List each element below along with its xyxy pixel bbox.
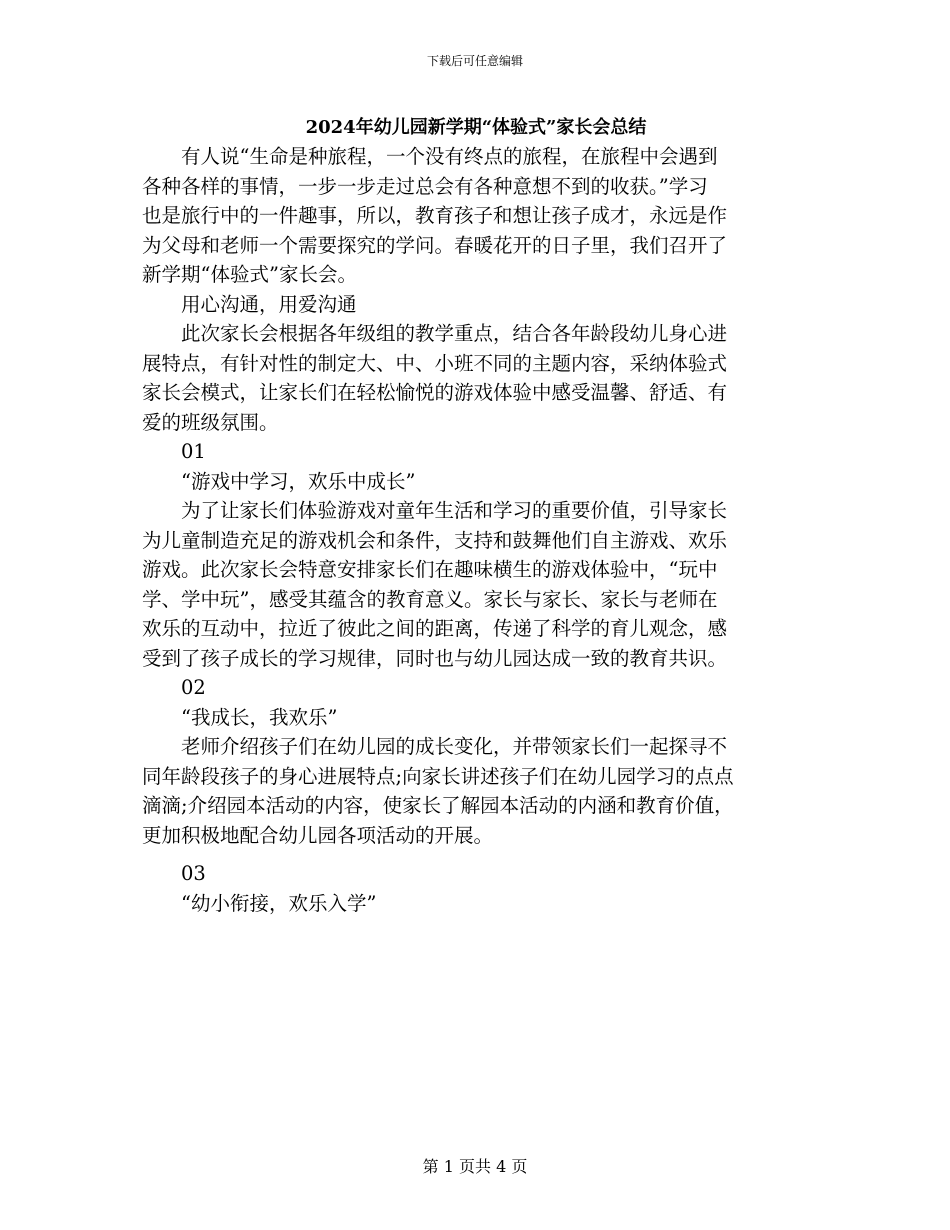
page-header: 下载后可任意编辑 [426,54,523,68]
document-body [142,113,810,918]
paragraphs [142,142,810,918]
text-line: 为了让家长们体验游戏对童年生活和学习的重要价值，引导家长 [181,499,728,522]
text-line: 展特点，有针对性的制定大、中、小班不同的主题内容，采纳体验式 [142,351,728,375]
text-line: 01 [181,440,206,463]
paragraph [142,437,810,467]
paragraph [142,732,810,850]
text-line: 也是旅行中的一件趣事，所以，教育孩子和想让孩子成才，永远是作 [142,204,728,227]
paragraph [142,673,810,703]
text-line: 爱的班级氛围。 [142,410,279,434]
text-line: 同年龄段孩子的身心进展特点;向家长讲述孩子们在幼儿园学习的点点 [142,764,734,788]
text-line: “幼小衔接，欢乐入学” [181,891,377,915]
text-line: 欢乐的互动中，拉近了彼此之间的距离，传递了科学的育儿观念，感 [142,617,728,640]
document-title: 2024年幼儿园新学期“体验式”家长会总结 [305,117,647,138]
text-line: 学、学中玩”，感受其蕴含的教育意义。家长与家长、家长与老师在 [142,587,718,611]
paragraph [142,889,810,919]
text-line: 为儿童制造充足的游戏机会和条件，支持和鼓舞他们自主游戏、欢乐 [142,528,728,552]
paragraph [142,142,810,290]
text-line: “游戏中学习，欢乐中成长” [181,469,416,493]
text-line: “我成长，我欢乐” [181,705,338,729]
paragraph [142,496,810,673]
page-footer: 第 1 页共 4 页 [422,1157,528,1176]
text-line: 有人说“生命是种旅程，一个没有终点的旅程，在旅程中会遇到 [181,145,718,168]
text-line: 用心沟通，用爱沟通 [181,292,357,316]
paragraph [142,319,810,437]
text-line: 新学期“体验式”家长会。 [142,263,357,286]
text-line: 为父母和老师一个需要探究的学问。春暖花开的日子里，我们召开了 [142,233,728,257]
text-line: 滴滴;介绍园本活动的内容，使家长了解园本活动的内涵和教育价值， [142,794,734,817]
text-line: 受到了孩子成长的学习规律，同时也与幼儿园达成一致的教育共识。 [142,646,728,670]
text-line: 更加积极地配合幼儿园各项活动的开展。 [142,823,494,847]
text-line: 03 [181,862,206,885]
paragraph [142,703,810,733]
text-line: 此次家长会根据各年级组的教学重点，结合各年龄段幼儿身心进 [181,322,728,345]
paragraph [142,467,810,497]
paragraph [142,290,810,320]
spacer [142,850,810,859]
text-line: 家长会模式，让家长们在轻松愉悦的游戏体验中感受温馨、舒适、有 [142,381,728,404]
text-line: 02 [181,676,206,699]
text-line: 游戏。此次家长会特意安排家长们在趣味横生的游戏体验中，“玩中 [142,558,718,581]
text-line: 老师介绍孩子们在幼儿园的成长变化，并带领家长们一起探寻不 [181,735,728,758]
text-line: 各种各样的事情，一步一步走过总会有各种意想不到的收获。”学习 [142,174,708,198]
paragraph [142,859,810,889]
